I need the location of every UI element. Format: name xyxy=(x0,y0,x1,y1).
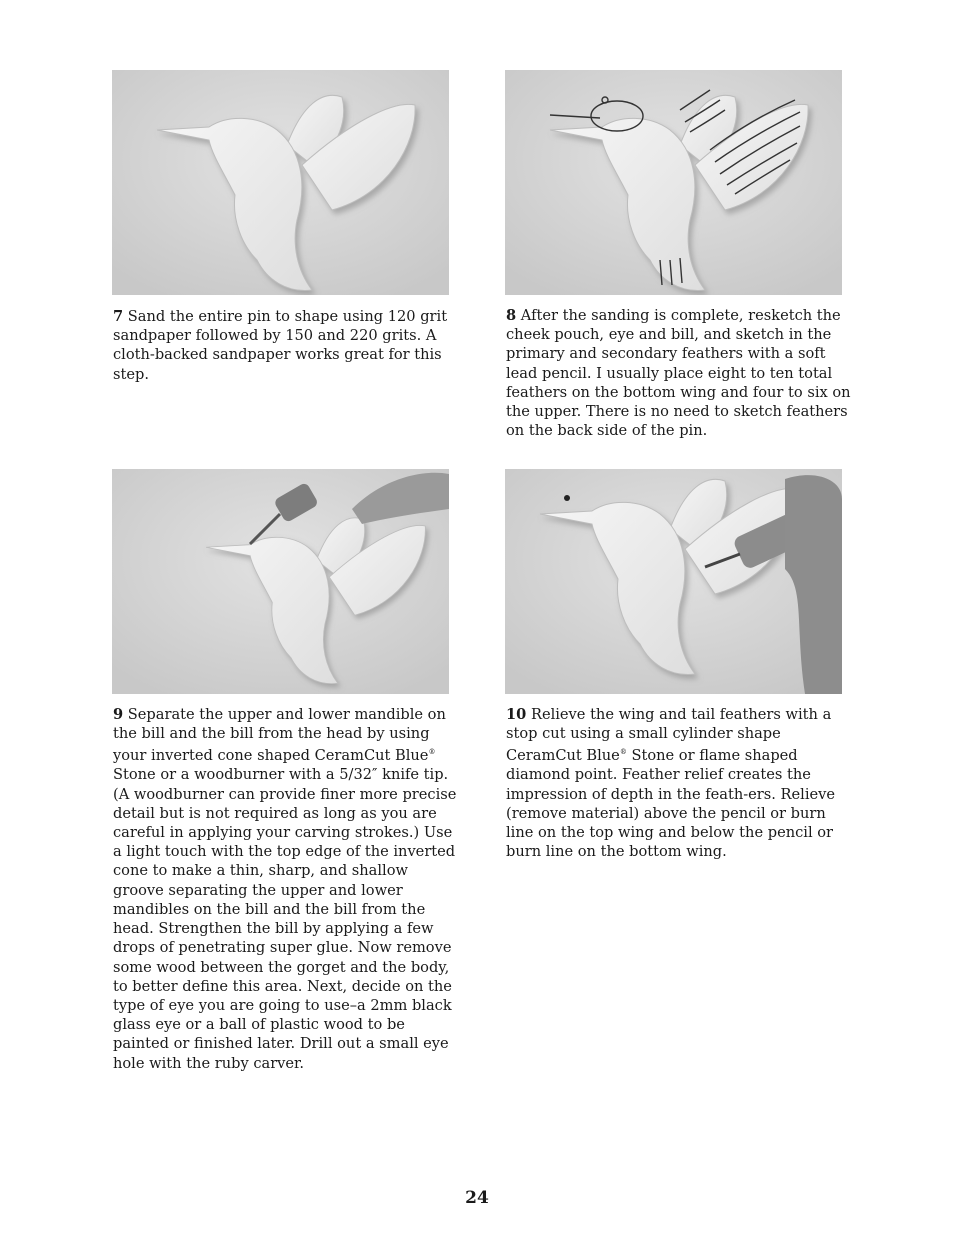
step-7-photo xyxy=(112,70,449,295)
step-text: After the sanding is complete, resketch the cheek pouch, eye and bill, and sketch in the primary and secondary feathers with a soft lead pencil. I usually place eight to ten total feathers on the bottom wing and four to six on the upper. There is no need to sketch feathers on the back side of the pin. xyxy=(506,307,851,440)
step-text: Relieve the wing and tail feathers with a stop cut using a small cylinder shape CeramCut Blue xyxy=(506,706,832,765)
step-8-caption xyxy=(506,306,851,440)
step-10-caption xyxy=(506,705,851,861)
page-number: 24 xyxy=(465,1188,489,1208)
hummingbird-sanded-image xyxy=(112,70,449,295)
step-9-caption xyxy=(113,705,458,1073)
registered-mark: ® xyxy=(619,748,627,757)
hummingbird-separating-bill-image xyxy=(112,469,449,694)
step-text-continued: Stone or flame shaped diamond point. Feather relief creates the impression of depth in the feath-ers. Relieve (remove material) above the pencil or burn line on the top wing and below the pencil or burn line on the bottom wing. xyxy=(506,747,836,861)
step-text-continued: Stone or a woodburner with a 5/32″ knife tip. (A woodburner can provide finer more precise detail but is not required as long as you are careful in applying your carving strokes.) Use a light touch with the top edge of the inverted cone to make a thin, sharp, and shallow groove separating the upper and lower mandibles on the bill and the bill from the head. Strengthen the bill by applying a few drops of penetrating super glue. Now remove some wood between the gorget and the body, to better define this area. Next, decide on the type of eye you are going to use–a 2mm black glass eye or a ball of plastic wood to be painted or finished later. Drill out a small eye hole with the ruby carver. xyxy=(113,766,457,1072)
step-7-caption xyxy=(113,307,458,384)
step-number: 9 xyxy=(113,706,124,723)
registered-mark: ® xyxy=(428,748,436,757)
step-9-photo xyxy=(112,469,449,694)
step-text: Sand the entire pin to shape using 120 grit sandpaper followed by 150 and 220 grits. A cloth-backed sandpaper works great for this step. xyxy=(113,308,448,383)
step-8-photo xyxy=(505,70,842,295)
hummingbird-relieving-feathers-image xyxy=(505,469,842,694)
hummingbird-sketched-image xyxy=(505,70,842,295)
step-10-photo xyxy=(505,469,842,694)
step-number: 7 xyxy=(113,308,124,325)
step-number: 10 xyxy=(506,706,527,723)
step-number: 8 xyxy=(506,307,517,324)
step-text: Separate the upper and lower mandible on the bill and the bill from the head by using your inverted cone shaped CeramCut Blue xyxy=(113,706,446,765)
